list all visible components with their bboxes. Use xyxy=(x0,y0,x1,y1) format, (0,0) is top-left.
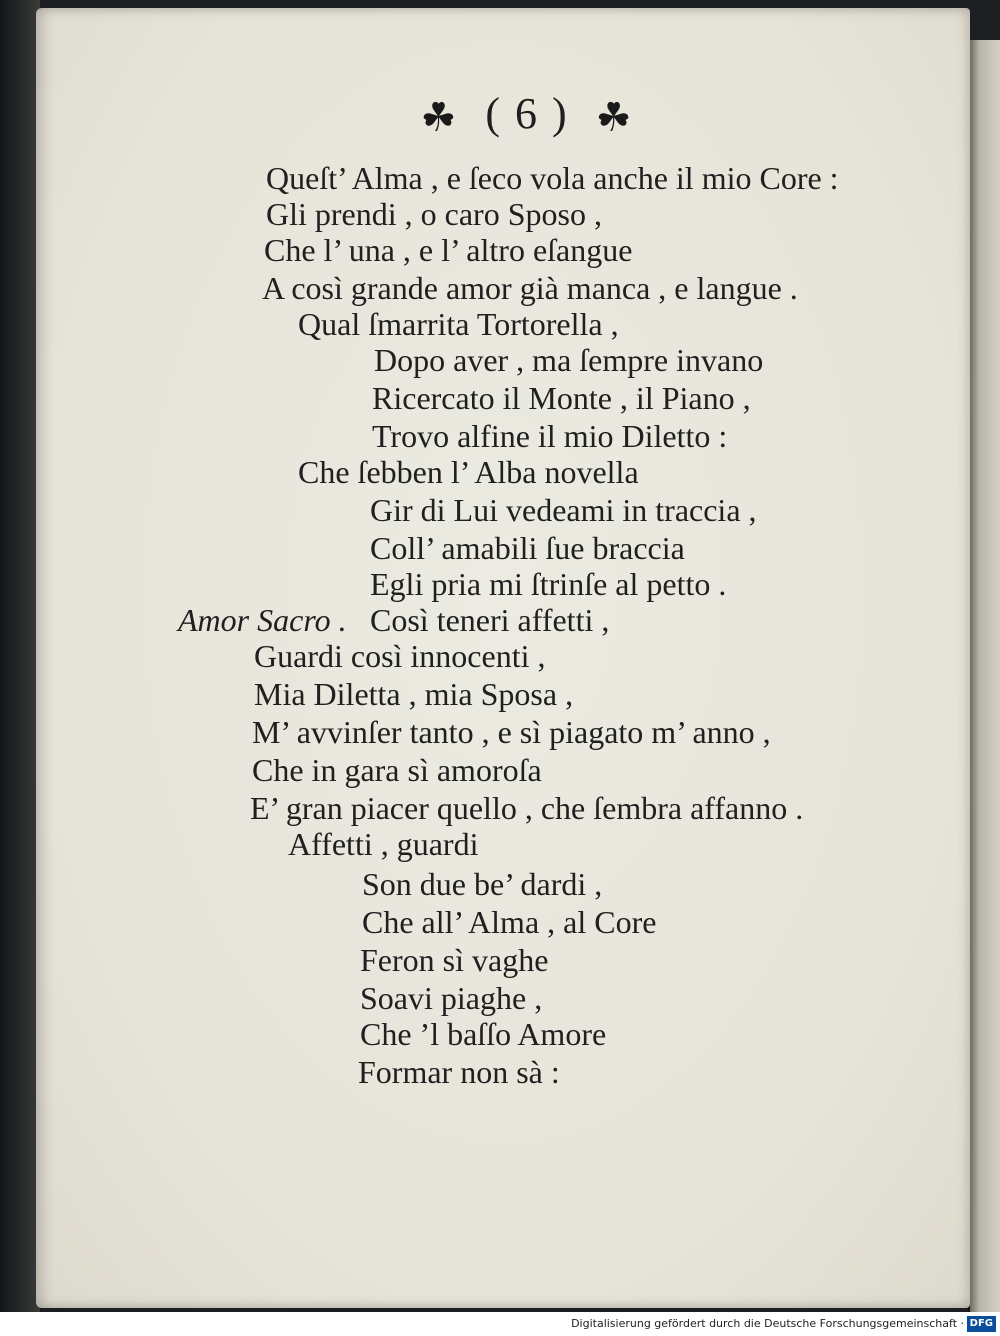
footer-credit-text: Digitalisierung gefördert durch die Deutsche Forschungsgemeinschaft · xyxy=(571,1317,964,1330)
page-number: ( 6 ) xyxy=(485,89,569,138)
verse-line: Che ſebben l’ Alba novella xyxy=(298,454,639,490)
verse-line: Son due be’ dardi , xyxy=(362,866,603,902)
adjacent-page-edge xyxy=(968,40,1000,1312)
verse-line: Che all’ Alma , al Core xyxy=(362,904,657,940)
verse-line: Che ’l baſſo Amore xyxy=(360,1016,607,1052)
verse-line: Mia Diletta , mia Sposa , xyxy=(254,676,574,712)
verse-line: Che l’ una , e l’ altro eſangue xyxy=(264,232,633,268)
verse-line: Feron sì vaghe xyxy=(360,942,549,978)
verse-line: E’ gran piacer quello , che ſembra affanno . xyxy=(250,790,804,826)
speaker-label: Amor Sacro . xyxy=(178,602,347,638)
verse-line: Soavi piaghe , xyxy=(360,980,543,1016)
verse-line: Che in gara sì amoroſa xyxy=(252,752,542,788)
page-header xyxy=(0,88,1000,141)
verse-line: Coll’ amabili ſue braccia xyxy=(370,530,685,566)
verse-line: M’ avvinſer tanto , e sì piagato m’ anno , xyxy=(252,714,771,750)
digitization-footer xyxy=(0,1312,1000,1336)
verse-line: Egli pria mi ſtrinſe al petto . xyxy=(370,566,727,602)
verse-line: Queſt’ Alma , e ſeco vola anche il mio Core : xyxy=(266,160,839,196)
fleuron-left-icon: ☘ xyxy=(420,94,459,141)
verse-line: Formar non sà : xyxy=(358,1054,560,1090)
verse-line: Qual ſmarrita Tortorella , xyxy=(298,306,619,342)
fleuron-right-icon: ☘ xyxy=(595,94,634,141)
verse-line: Gir di Lui vedeami in traccia , xyxy=(370,492,757,528)
verse-line: Trovo alfine il mio Diletto : xyxy=(372,418,728,454)
verse-line: Ricercato il Monte , il Piano , xyxy=(372,380,751,416)
book-spine-shadow xyxy=(0,0,40,1312)
verse-line: A così grande amor già manca , e langue . xyxy=(262,270,798,306)
verse-line: Gli prendi , o caro Sposo , xyxy=(266,196,602,232)
verse-line: Affetti , guardi xyxy=(288,826,479,862)
dfg-logo: DFG xyxy=(967,1316,996,1332)
verse-line: Così teneri affetti , xyxy=(370,602,610,638)
verse-line: Guardi così innocenti , xyxy=(254,638,546,674)
verse-line: Dopo aver , ma ſempre invano xyxy=(374,342,764,378)
